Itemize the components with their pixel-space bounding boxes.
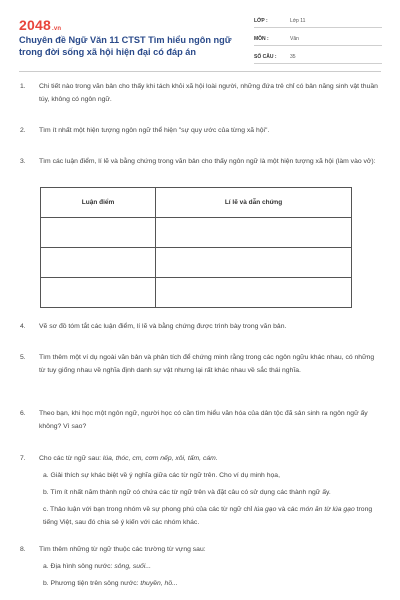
sub-question-c bbox=[43, 503, 380, 529]
question-number: 2. bbox=[20, 127, 26, 134]
meta-info bbox=[254, 15, 382, 69]
table-row bbox=[41, 248, 352, 278]
sub-text: a. Địa hình sông nước: bbox=[43, 563, 115, 570]
header bbox=[19, 12, 381, 70]
sub-text: và các bbox=[276, 506, 300, 513]
sub-text: trong tiếng Việt, sau đó chia sẻ ý kiến với các nhóm khác. bbox=[43, 506, 373, 526]
table-cell[interactable] bbox=[41, 278, 156, 308]
question-number: 1. bbox=[20, 83, 26, 90]
sub-text: c. Thảo luận với bạn trong nhóm về sự phong phú của các từ ngữ chỉ bbox=[43, 506, 255, 513]
page-title: Chuyên đề Ngữ Văn 11 CTST Tìm hiểu ngôn ngữ trong đời sống xã hội hiện đại có đáp án bbox=[19, 35, 232, 57]
meta-key: MÔN : bbox=[254, 36, 269, 42]
sub-italic: lúa gạo bbox=[254, 506, 277, 513]
word-list: lúa, thóc, cm, cơm nếp, xôi, tấm, cám. bbox=[102, 455, 218, 462]
meta-value: 35 bbox=[290, 54, 296, 60]
table-row bbox=[41, 218, 352, 248]
question-number: 6. bbox=[20, 410, 26, 417]
question-number: 3. bbox=[20, 158, 26, 165]
table-cell[interactable] bbox=[156, 278, 352, 308]
site-logo[interactable] bbox=[19, 17, 61, 33]
question-5 bbox=[20, 351, 380, 377]
sub-italic: món ăn từ lúa gạo bbox=[299, 506, 355, 513]
sub-text: b. Phương tiện trên sông nước: bbox=[43, 580, 141, 587]
question-1 bbox=[20, 80, 380, 106]
meta-value: Lớp 11 bbox=[290, 18, 306, 24]
meta-row-class bbox=[254, 15, 382, 28]
question-text: Tìm ít nhất một hiện tượng ngôn ngữ thể hiện "sự quy ước của từng xã hội". bbox=[39, 127, 270, 134]
answer-table bbox=[40, 187, 352, 308]
header-divider bbox=[19, 71, 381, 72]
question-text: Chi tiết nào trong văn bản cho thấy khi tách khỏi xã hội loài người, những đứa trẻ chỉ có bản năng sinh vật thuần túy, không có ngôn ngữ. bbox=[39, 83, 378, 103]
question-number: 4. bbox=[20, 323, 26, 330]
question-intro: Cho các từ ngữ sau: bbox=[39, 455, 103, 462]
sub-italic: thuyền, hồ... bbox=[140, 580, 178, 587]
table-header-evidence: Lí lẽ và dẫn chứng bbox=[156, 188, 352, 218]
question-number: 7. bbox=[20, 455, 26, 462]
question-text: Tìm các luận điểm, lí lẽ và bằng chứng trong văn bản cho thấy ngôn ngữ là một hiện tượng xã hội (làm vào vở): bbox=[39, 158, 376, 165]
table-cell[interactable] bbox=[156, 248, 352, 278]
sub-question-a: a. Giải thích sự khác biệt về ý nghĩa giữa các từ ngữ trên. Cho ví dụ minh họa, bbox=[43, 472, 280, 479]
question-text bbox=[39, 452, 380, 465]
table-cell[interactable] bbox=[41, 248, 156, 278]
question-number: 8. bbox=[20, 546, 26, 553]
sub-question-a bbox=[43, 560, 380, 573]
logo-main: 2048 bbox=[19, 17, 51, 33]
meta-row-subject bbox=[254, 33, 382, 46]
meta-row-count bbox=[254, 51, 382, 64]
table-header-row bbox=[41, 188, 352, 218]
table-header-claim: Luận điểm bbox=[41, 188, 156, 218]
question-text: Tìm thêm một ví dụ ngoài văn bản và phân tích để chứng minh rằng trong các ngôn ngữu khác nhau, có những từ tuy giống nhau về nghĩa định danh sự vật nhưng lại rất khác nhau về sắc thái nghĩa. bbox=[39, 354, 375, 374]
sub-question-b: b. Tìm ít nhất năm thành ngữ có chứa các từ ngữ trên và đặt câu có sử dụng các thành ngữ ấy. bbox=[43, 489, 331, 496]
table-cell[interactable] bbox=[41, 218, 156, 248]
sub-question-b bbox=[43, 577, 380, 590]
meta-value: Văn bbox=[290, 36, 299, 42]
sub-italic: sông, suối... bbox=[114, 563, 152, 570]
table-cell[interactable] bbox=[156, 218, 352, 248]
table-row bbox=[41, 278, 352, 308]
question-number: 5. bbox=[20, 354, 26, 361]
question-text: Vẽ sơ đồ tóm tắt các luận điểm, lí lẽ và bằng chứng được trình bày trong văn bản. bbox=[39, 323, 287, 330]
question-text: Theo bạn, khi học một ngôn ngữ, người học có cần tìm hiểu văn hóa của dân tộc đã sản sinh ra ngôn ngữ ấy không? Vì sao? bbox=[39, 410, 368, 430]
logo-suffix: .vn bbox=[51, 26, 62, 32]
question-7 bbox=[20, 452, 380, 529]
question-8 bbox=[20, 543, 380, 590]
question-4 bbox=[20, 320, 380, 333]
meta-key: LỚP : bbox=[254, 18, 268, 24]
question-2 bbox=[20, 124, 380, 137]
question-3 bbox=[20, 155, 380, 168]
question-text: Tìm thêm những từ ngữ thuộc các trường từ vựng sau: bbox=[39, 546, 206, 553]
meta-key: SỐ CÂU : bbox=[254, 54, 277, 60]
question-6 bbox=[20, 407, 380, 433]
